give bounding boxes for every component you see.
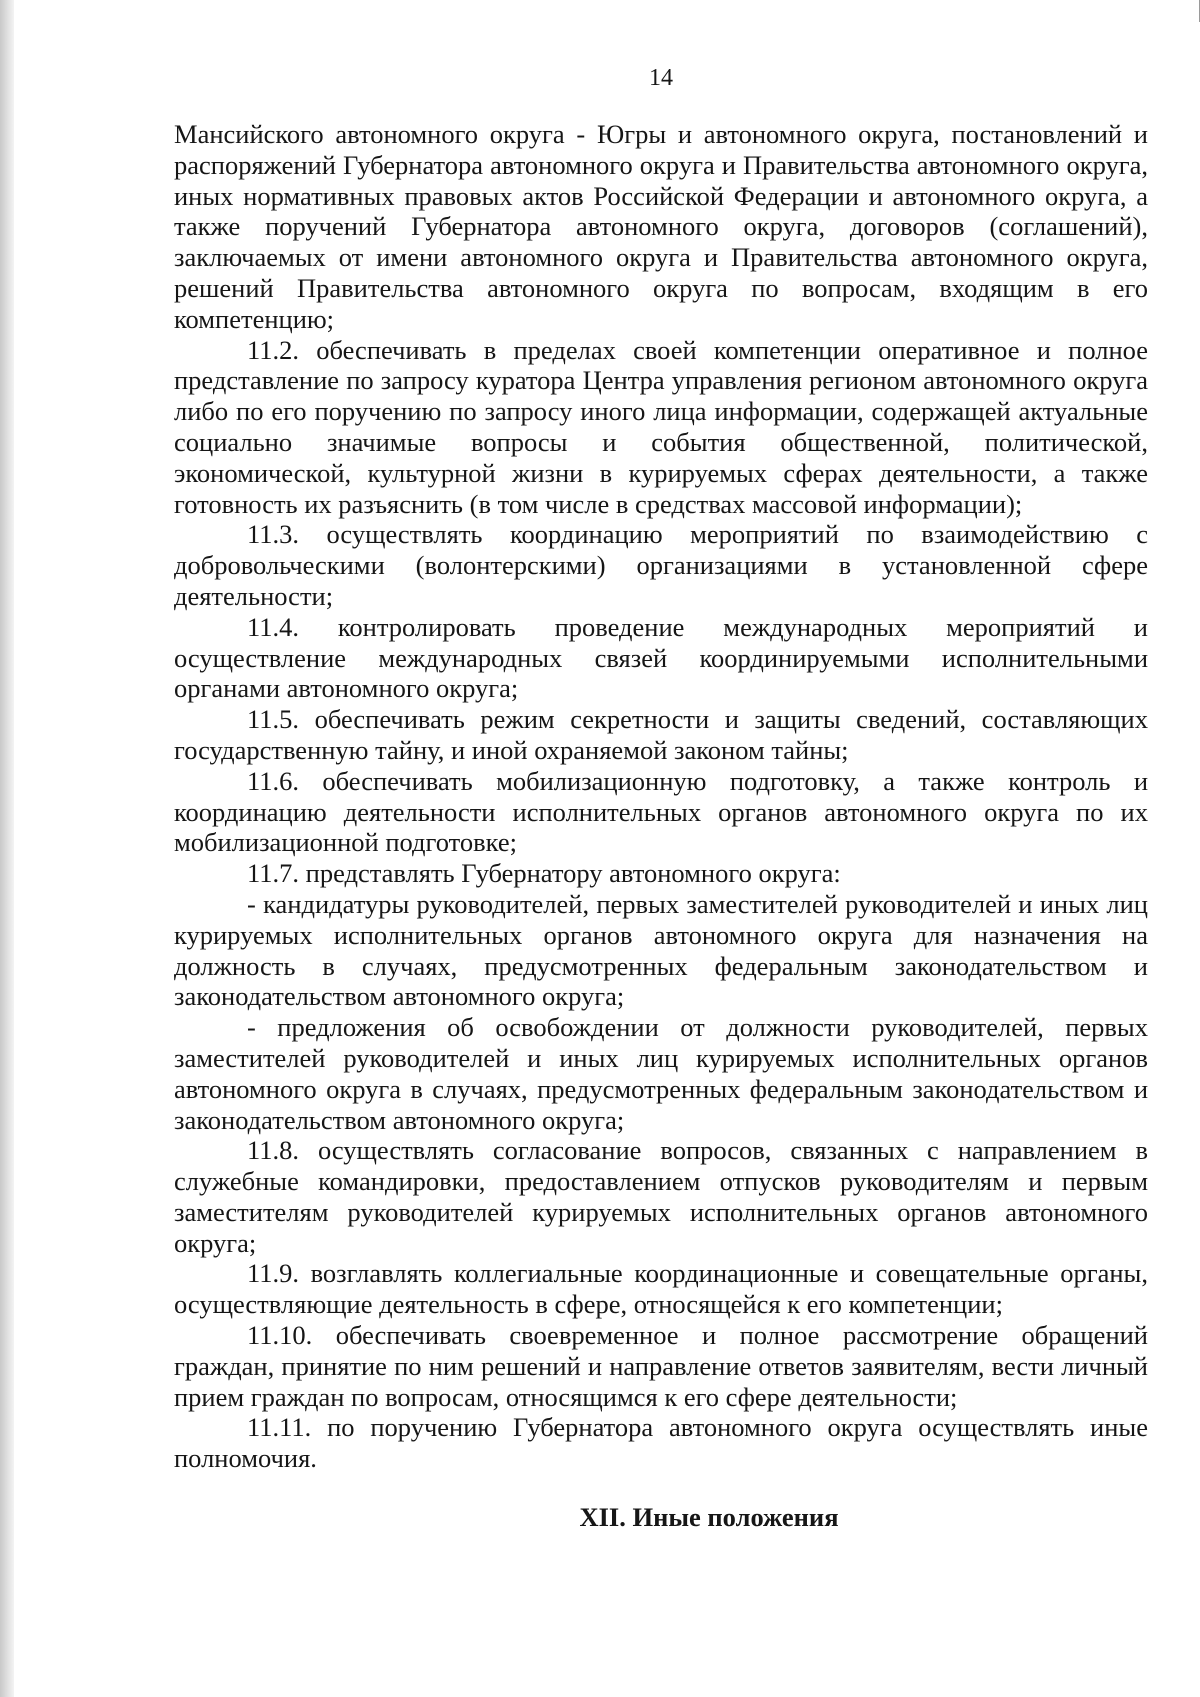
list-item-dismissal-proposals: - предложения об освобождении от должности руководителей, первых заместителей руководителей и иных лиц курируемых исполнительных органов автономного округа в случаях, предусмотренных федеральным законодательством и законодательством автономного округа; (174, 1012, 1148, 1135)
document-body (174, 119, 1148, 1533)
paragraph-11-10: 11.10. обеспечивать своевременное и полное рассмотрение обращений граждан, принятие по ним решений и направление ответов заявителям, вести личный прием граждан по вопросам, относящимся к его сфере деятельности; (174, 1320, 1148, 1412)
paragraph-11-9: 11.9. возглавлять коллегиальные координационные и совещательные органы, осуществляющие деятельность в сфере, относящейся к его компетенции; (174, 1258, 1148, 1320)
paragraph-11-8: 11.8. осуществлять согласование вопросов, связанных с направлением в служебные командировки, предоставлением отпусков руководителям и первым заместителям руководителей курируемых исполнительных органов автономного округа; (174, 1135, 1148, 1258)
paragraph-11-2: 11.2. обеспечивать в пределах своей компетенции оперативное и полное представление по запросу куратора Центра управления регионом автономного округа либо по его поручению по запросу иного лица информации, содержащей актуальные социально значимые вопросы и события общественной, политической, экономической, культурной жизни в курируемых сферах деятельности, а также готовность их разъяснить (в том числе в средствах массовой информации); (174, 334, 1148, 519)
list-item-candidates: - кандидатуры руководителей, первых заместителей руководителей и иных лиц курируемых исполнительных органов автономного округа для назначения на должность в случаях, предусмотренных федеральным законодательством и законодательством автономного округа; (174, 888, 1148, 1012)
paragraph-11-5: 11.5. обеспечивать режим секретности и защиты сведений, составляющих государственную тайну, и иной охраняемой законом тайны; (174, 704, 1148, 765)
paragraph-11-6: 11.6. обеспечивать мобилизационную подготовку, а также контроль и координацию деятельности исполнительных органов автономного округа по их мобилизационной подготовке; (174, 765, 1148, 858)
section-heading: XII. Иные положения (579, 1502, 839, 1533)
page-number: 14 (649, 65, 673, 91)
paragraph-continuation: Мансийского автономного округа - Югры и автономного округа, постановлений и распоряжений Губернатора автономного округа и Правительства автономного округа, иных нормативных правовых актов Российской Федерации и автономного округа, а также поручений Губернатора автономного округа, договоров (соглашений), заключаемых от имени автономного округа и Правительства автономного округа, решений Правительства автономного округа по вопросам, входящим в его компетенцию; (174, 119, 1148, 334)
scan-left-edge-shadow (0, 0, 14, 1697)
paragraph-11-3: 11.3. осуществлять координацию мероприятий по взаимодействию с добровольческими (волонтерскими) организациями в установленной сфере деятельности; (174, 519, 1148, 611)
paragraph-11-7: 11.7. представлять Губернатору автономного округа: (247, 858, 841, 889)
paragraph-11-11: 11.11. по поручению Губернатора автономного округа осуществлять иные полномочия. (174, 1412, 1148, 1474)
paragraph-11-4: 11.4. контролировать проведение международных мероприятий и осуществление международных связей координируемыми исполнительными органами автономного округа; (174, 611, 1148, 704)
